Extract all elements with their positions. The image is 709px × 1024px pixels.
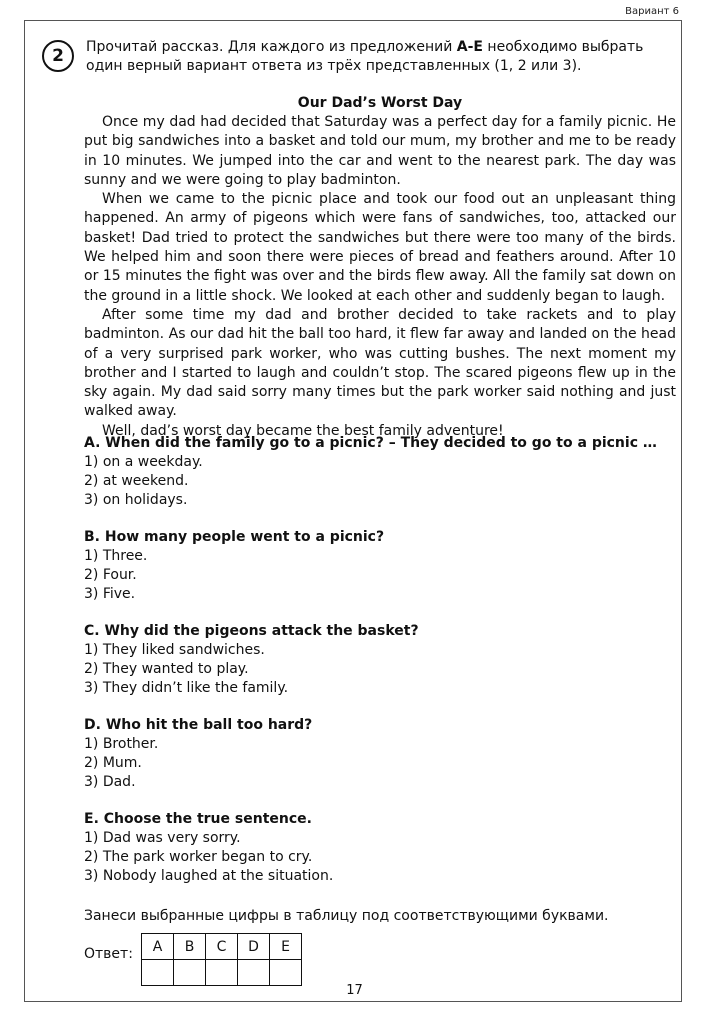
answer-option: 1) They liked sandwiches. <box>84 642 265 658</box>
answer-letter-e: E <box>270 934 302 960</box>
story-paragraph: When we came to the picnic place and took our food out an unpleasant thing happened. An army of pigeons which were fans of sandwiches, too, attacked our basket! Dad tried to protect the sandwiches but there were too many of the birds. We helped him and soon there were pieces of bread and feathers around. After 10 or 15 minutes the fight was over and the birds flew away. All the family sat down on the ground in a little shock. We looked at each other and suddenly began to laugh. <box>84 191 676 304</box>
answer-cells-row <box>142 960 302 986</box>
question-b <box>84 528 676 604</box>
question-a <box>84 434 676 510</box>
page-number: 17 <box>346 983 363 998</box>
answer-option: 2) Four. <box>84 567 137 583</box>
answer-option: 3) They didn’t like the family. <box>84 680 289 696</box>
question-text: C. Why did the pigeons attack the basket? <box>84 623 419 639</box>
task-number-badge: 2 <box>42 40 74 72</box>
answer-option: 2) The park worker began to cry. <box>84 849 313 865</box>
answer-option: 2) Mum. <box>84 755 142 771</box>
instruction-start: Прочитай рассказ. Для каждого из предложений <box>86 39 457 55</box>
story-text <box>84 113 676 441</box>
answer-letter-c: C <box>206 934 238 960</box>
answer-letter-d: D <box>238 934 270 960</box>
question-e <box>84 810 676 886</box>
instruction-letters: A-E <box>456 39 483 55</box>
answer-cell-b[interactable] <box>174 960 206 986</box>
answer-option: 3) on holidays. <box>84 492 188 508</box>
question-text: E. Choose the true sentence. <box>84 811 312 827</box>
task-instruction <box>86 38 676 76</box>
answer-table <box>141 933 302 986</box>
answer-letters-row <box>142 934 302 960</box>
question-text: D. Who hit the ball too hard? <box>84 717 313 733</box>
answer-letter-b: B <box>174 934 206 960</box>
question-c <box>84 622 676 698</box>
answer-label: Ответ: <box>84 946 133 962</box>
answer-option: 3) Dad. <box>84 774 136 790</box>
answer-option: 1) Brother. <box>84 736 159 752</box>
answer-option: 1) on a weekday. <box>84 454 203 470</box>
variant-label: Вариант 6 <box>625 6 679 17</box>
question-text: A. When did the family go to a picnic? – They decided to go to a picnic … <box>84 435 657 451</box>
answer-option: 3) Nobody laughed at the situation. <box>84 868 334 884</box>
question-d <box>84 716 676 792</box>
answer-cell-a[interactable] <box>142 960 174 986</box>
answer-cell-c[interactable] <box>206 960 238 986</box>
story-paragraph: Once my dad had decided that Saturday was a perfect day for a family picnic. He put big sandwiches into a basket and told our mum, my brother and me to be ready in 10 minutes. We jumped into the car and went to the nearest park. The day was sunny and we were going to play badminton. <box>84 114 676 188</box>
story-title: Our Dad’s Worst Day <box>297 95 463 111</box>
instruction-end: необходимо выбрать один верный вариант ответа из трёх представленных (1, 2 или 3). <box>86 39 644 74</box>
answer-letter-a: A <box>142 934 174 960</box>
question-text: B. How many people went to a picnic? <box>84 529 385 545</box>
questions-list <box>84 434 676 904</box>
answer-option: 3) Five. <box>84 586 136 602</box>
answer-instruction: Занеси выбранные цифры в таблицу под соответствующими буквами. <box>84 908 609 924</box>
story-paragraph: Well, dad’s worst day became the best family adventure! <box>102 422 504 439</box>
answer-option: 1) Dad was very sorry. <box>84 830 241 846</box>
answer-option: 2) They wanted to play. <box>84 661 249 677</box>
answer-option: 1) Three. <box>84 548 148 564</box>
answer-cell-e[interactable] <box>270 960 302 986</box>
story-paragraph: After some time my dad and brother decided to take rackets and to play badminton. As our dad hit the ball too hard, it flew far away and landed on the head of a very surprised park worker, who was cutting bushes. The next moment my brother and I started to laugh and couldn’t stop. The scared pigeons flew up in the sky again. My dad said sorry many times but the park worker said nothing and just walked away. <box>84 306 676 420</box>
answer-cell-d[interactable] <box>238 960 270 986</box>
answer-option: 2) at weekend. <box>84 473 189 489</box>
